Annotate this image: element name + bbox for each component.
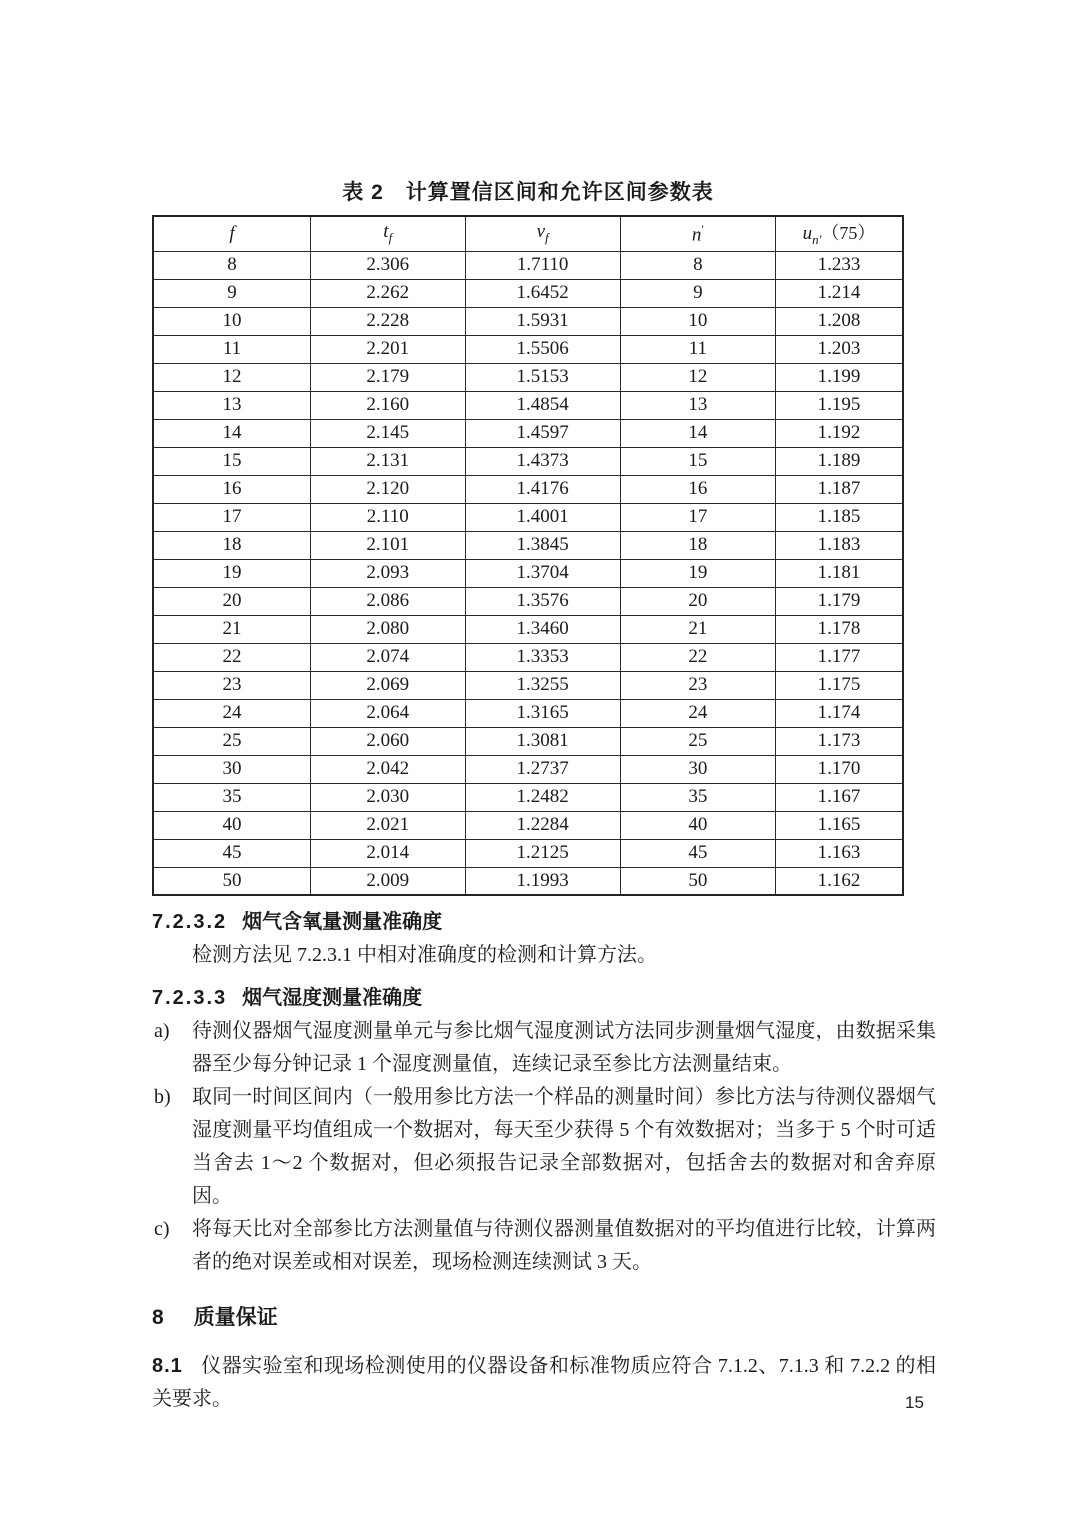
table-cell: 1.185	[776, 503, 904, 531]
table-cell: 1.183	[776, 531, 904, 559]
table-cell: 1.178	[776, 615, 904, 643]
table-cell: 1.162	[776, 867, 904, 895]
table-row	[153, 447, 903, 475]
table-cell: 25	[153, 727, 311, 755]
table-cell: 2.101	[311, 531, 466, 559]
table-row	[153, 391, 903, 419]
paragraph-7-2-3-2: 检测方法见 7.2.3.1 中相对准确度的检测和计算方法。	[192, 944, 657, 966]
table-cell: 13	[153, 391, 311, 419]
subscript-f: f	[545, 230, 549, 246]
table-row	[153, 559, 903, 587]
table-cell: 1.203	[776, 335, 904, 363]
table-row	[153, 531, 903, 559]
table-cell: 30	[620, 755, 775, 783]
table-row	[153, 335, 903, 363]
table-cell: 1.4176	[465, 475, 620, 503]
heading-number: 8	[152, 1306, 164, 1329]
table-cell: 1.7110	[465, 251, 620, 279]
table-cell: 8	[153, 251, 311, 279]
table-cell: 1.187	[776, 475, 904, 503]
table-cell: 1.163	[776, 839, 904, 867]
table-cell: 2.228	[311, 307, 466, 335]
table-cell: 24	[153, 699, 311, 727]
list-text: 取同一时间区间内（一般用参比方法一个样品的测量时间）参比方法与待测仪器烟气湿度测量平均值组成一个数据对，每天至少获得 5 个有效数据对；当多于 5 个时可适当舍去 1～2 个数据对，但必须报告记录全部数据对，包括舍去的数据对和舍弃原因。	[192, 1086, 936, 1207]
table-cell: 19	[153, 559, 311, 587]
table-cell: 17	[620, 503, 775, 531]
table-cell: 22	[620, 643, 775, 671]
table-cell: 25	[620, 727, 775, 755]
table-cell: 8	[620, 251, 775, 279]
table-cell: 9	[620, 279, 775, 307]
table-cell: 2.262	[311, 279, 466, 307]
symbol-v: v	[536, 221, 546, 243]
table-cell: 19	[620, 559, 775, 587]
table-cell: 2.042	[311, 755, 466, 783]
table-cell: 2.080	[311, 615, 466, 643]
table-cell: 1.2125	[465, 839, 620, 867]
prime-mark: ′	[701, 221, 704, 236]
col-header-f	[153, 216, 311, 251]
table-cell: 2.030	[311, 783, 466, 811]
table-cell: 15	[153, 447, 311, 475]
table-cell: 1.173	[776, 727, 904, 755]
table-cell: 1.167	[776, 783, 904, 811]
paren-75: （75）	[821, 223, 876, 244]
table-cell: 30	[153, 755, 311, 783]
col-header-tf	[311, 216, 466, 251]
table-cell: 1.3165	[465, 699, 620, 727]
heading-number: 7.2.3.3	[152, 987, 228, 1009]
table-cell: 14	[620, 419, 775, 447]
table-cell: 1.2482	[465, 783, 620, 811]
table-cell: 2.021	[311, 811, 466, 839]
table-row	[153, 475, 903, 503]
parameter-table-body	[153, 251, 903, 895]
table-row	[153, 419, 903, 447]
table-row	[153, 727, 903, 755]
list-marker-a: a)	[154, 1020, 170, 1042]
table-cell: 1.179	[776, 587, 904, 615]
table-cell: 40	[620, 811, 775, 839]
table-row	[153, 615, 903, 643]
list-item-a	[152, 1015, 936, 1081]
table-cell: 35	[620, 783, 775, 811]
clause-text: 仪器实验室和现场检测使用的仪器设备和标准物质应符合 7.1.2、7.1.3 和 7.2.2 的相关要求。	[152, 1355, 936, 1410]
table-cell: 1.214	[776, 279, 904, 307]
table-cell: 1.3255	[465, 671, 620, 699]
table-cell: 1.208	[776, 307, 904, 335]
table-cell: 17	[153, 503, 311, 531]
table-cell: 2.009	[311, 867, 466, 895]
list-text: 待测仪器烟气湿度测量单元与参比烟气湿度测试方法同步测量烟气湿度，由数据采集器至少每分钟记录 1 个湿度测量值，连续记录至参比方法测量结束。	[192, 1020, 936, 1075]
table-cell: 21	[153, 615, 311, 643]
table-cell: 2.064	[311, 699, 466, 727]
list-item-c	[152, 1213, 936, 1279]
table-header-row	[153, 216, 903, 251]
table-cell: 12	[620, 363, 775, 391]
table-cell: 1.181	[776, 559, 904, 587]
table-cell: 1.192	[776, 419, 904, 447]
table-cell: 11	[153, 335, 311, 363]
heading-text: 烟气含氧量测量准确度	[242, 911, 443, 933]
table-cell: 1.165	[776, 811, 904, 839]
subscript-n-prime: n′	[812, 232, 822, 248]
col-header-n-prime	[620, 216, 775, 251]
table-row	[153, 279, 903, 307]
table-cell: 22	[153, 643, 311, 671]
clause-number: 8.1	[152, 1355, 183, 1377]
table-cell: 11	[620, 335, 775, 363]
table-cell: 2.093	[311, 559, 466, 587]
table-row	[153, 363, 903, 391]
table-row	[153, 867, 903, 895]
table-cell: 1.3576	[465, 587, 620, 615]
page-content	[152, 0, 936, 1416]
table-cell: 1.3845	[465, 531, 620, 559]
table-cell: 1.174	[776, 699, 904, 727]
table-row	[153, 587, 903, 615]
table-cell: 13	[620, 391, 775, 419]
subscript-f: f	[388, 230, 393, 246]
heading-text: 质量保证	[193, 1306, 278, 1329]
table-cell: 1.1993	[465, 867, 620, 895]
table-cell: 1.5931	[465, 307, 620, 335]
table-cell: 10	[620, 307, 775, 335]
symbol-u: u	[802, 223, 813, 245]
table-cell: 45	[153, 839, 311, 867]
table-cell: 1.3704	[465, 559, 620, 587]
table-cell: 2.074	[311, 643, 466, 671]
table-cell: 2.069	[311, 671, 466, 699]
table-row	[153, 839, 903, 867]
table-row	[153, 699, 903, 727]
table-row	[153, 811, 903, 839]
table-cell: 20	[153, 587, 311, 615]
table-cell: 1.4001	[465, 503, 620, 531]
heading-text: 烟气湿度测量准确度	[242, 987, 423, 1009]
table-cell: 24	[620, 699, 775, 727]
heading-8	[152, 1301, 936, 1334]
table-cell: 1.3353	[465, 643, 620, 671]
table-row	[153, 643, 903, 671]
table-cell: 10	[153, 307, 311, 335]
table-cell: 1.4854	[465, 391, 620, 419]
table-row	[153, 755, 903, 783]
table-cell: 16	[620, 475, 775, 503]
table-title: 表 2 计算置信区间和允许区间参数表	[342, 181, 714, 204]
table-cell: 2.014	[311, 839, 466, 867]
list-text: 将每天比对全部参比方法测量值与待测仪器测量值数据对的平均值进行比较，计算两者的绝对误差或相对误差，现场检测连续测试 3 天。	[192, 1218, 936, 1273]
table-cell: 2.160	[311, 391, 466, 419]
table-cell: 15	[620, 447, 775, 475]
table-row	[153, 783, 903, 811]
table-cell: 12	[153, 363, 311, 391]
table-cell: 1.170	[776, 755, 904, 783]
table-cell: 20	[620, 587, 775, 615]
table-cell: 9	[153, 279, 311, 307]
heading-7-2-3-3	[152, 982, 936, 1015]
table-cell: 2.145	[311, 419, 466, 447]
table-cell: 1.189	[776, 447, 904, 475]
symbol-f: f	[229, 222, 235, 244]
table-cell: 2.131	[311, 447, 466, 475]
list-marker-b: b)	[154, 1086, 171, 1108]
table-cell: 2.086	[311, 587, 466, 615]
table-cell: 18	[620, 531, 775, 559]
list-item-b	[152, 1081, 936, 1213]
table-cell: 2.306	[311, 251, 466, 279]
heading-7-2-3-2	[152, 906, 936, 939]
table-cell: 1.2284	[465, 811, 620, 839]
table-cell: 40	[153, 811, 311, 839]
table-cell: 1.5153	[465, 363, 620, 391]
paragraph-8-1	[152, 1350, 936, 1416]
table-row	[153, 671, 903, 699]
parameter-table	[152, 215, 904, 896]
table-cell: 2.060	[311, 727, 466, 755]
table-cell: 1.2737	[465, 755, 620, 783]
col-header-vf	[465, 216, 620, 251]
table-cell: 1.4597	[465, 419, 620, 447]
table-row	[153, 307, 903, 335]
table-cell: 35	[153, 783, 311, 811]
heading-number: 7.2.3.2	[152, 911, 228, 933]
table-cell: 1.177	[776, 643, 904, 671]
table-cell: 1.3081	[465, 727, 620, 755]
table-cell: 2.120	[311, 475, 466, 503]
table-cell: 1.4373	[465, 447, 620, 475]
table-cell: 16	[153, 475, 311, 503]
page-number: 15	[905, 1393, 924, 1412]
table-row	[153, 251, 903, 279]
table-cell: 1.195	[776, 391, 904, 419]
table-cell: 14	[153, 419, 311, 447]
table-cell: 18	[153, 531, 311, 559]
table-cell: 2.110	[311, 503, 466, 531]
table-cell: 1.199	[776, 363, 904, 391]
table-cell: 1.233	[776, 251, 904, 279]
table-cell: 1.3460	[465, 615, 620, 643]
table-cell: 2.179	[311, 363, 466, 391]
table-cell: 50	[153, 867, 311, 895]
table-cell: 23	[620, 671, 775, 699]
table-cell: 1.6452	[465, 279, 620, 307]
table-cell: 45	[620, 839, 775, 867]
list-marker-c: c)	[154, 1218, 170, 1240]
symbol-t: t	[383, 221, 389, 243]
table-cell: 1.175	[776, 671, 904, 699]
col-header-un-75	[776, 216, 904, 251]
table-row	[153, 503, 903, 531]
table-cell: 21	[620, 615, 775, 643]
table-cell: 50	[620, 867, 775, 895]
table-cell: 23	[153, 671, 311, 699]
table-cell: 1.5506	[465, 335, 620, 363]
table-cell: 2.201	[311, 335, 466, 363]
symbol-n: n	[691, 223, 702, 245]
